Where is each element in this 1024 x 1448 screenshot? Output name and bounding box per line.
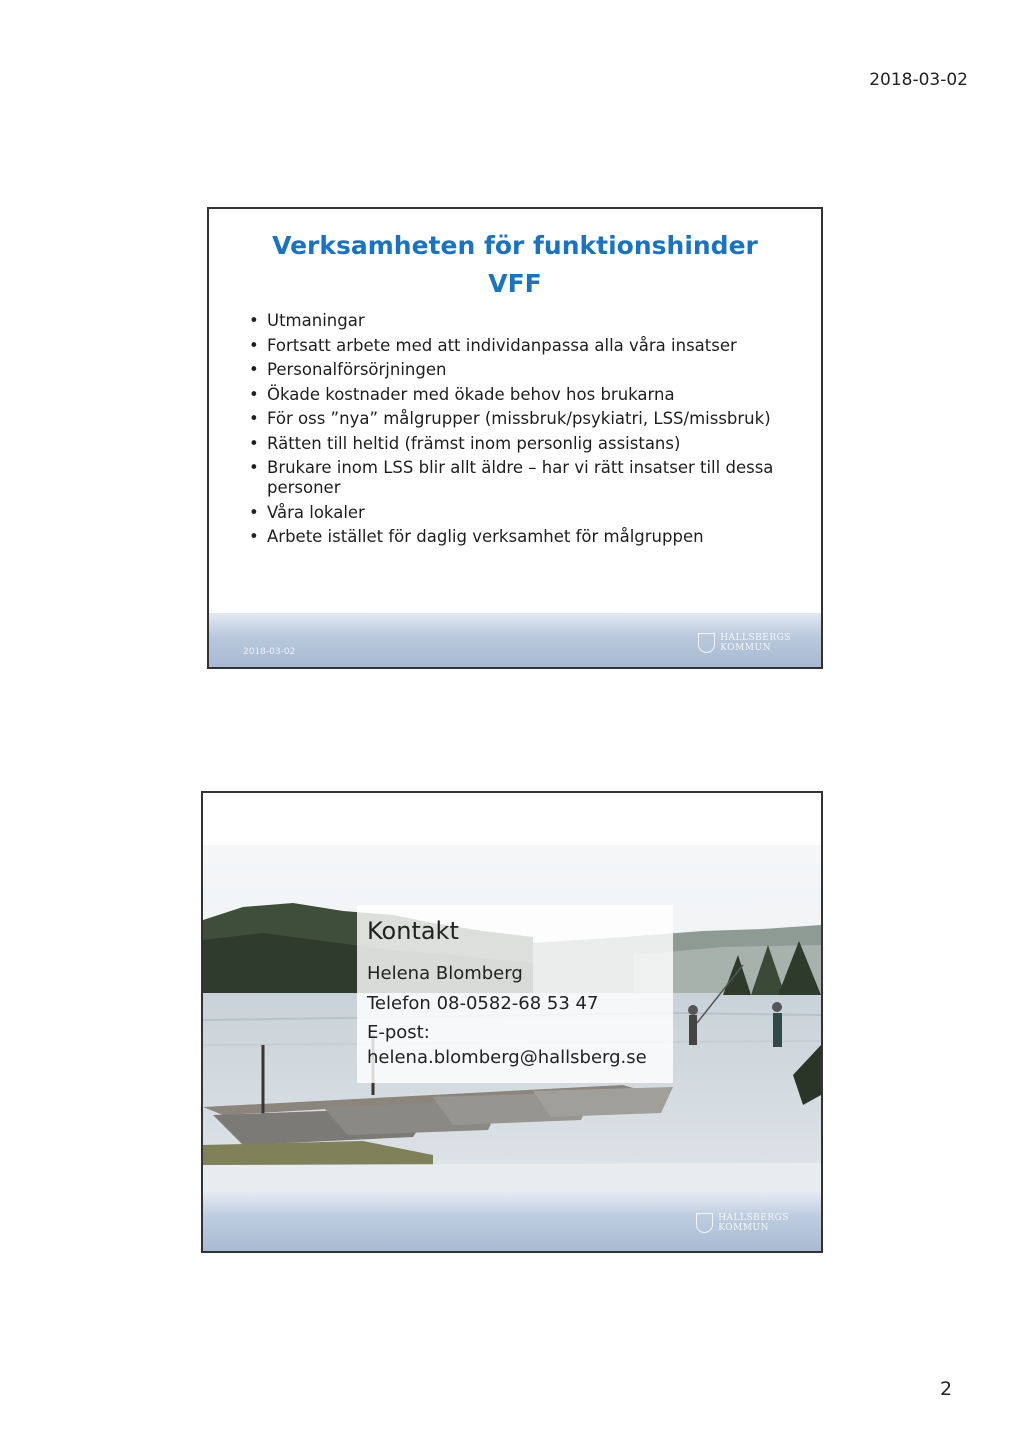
bullet-icon: • — [249, 527, 259, 546]
logo-line2: KOMMUN — [720, 643, 771, 653]
bullet-item: • Arbete istället för daglig verksamhet för målgruppen — [249, 527, 704, 546]
bullet-icon: • — [249, 360, 259, 379]
bullet-icon: • — [249, 433, 259, 453]
bullet-icon: • — [249, 458, 259, 477]
bullet-item: • Brukare inom LSS blir allt äldre – har vi rätt insatser till dessa personer — [249, 458, 774, 497]
municipality-logo — [698, 633, 791, 653]
contact-card — [357, 905, 673, 1083]
bullet-item: • Ökade kostnader med ökade behov hos brukarna — [249, 384, 675, 404]
page-date: 2018-03-02 — [869, 70, 968, 90]
contact-email: helena.blomberg@hallsberg.se — [367, 1047, 647, 1068]
bullet-item: • Rätten till heltid (främst inom personlig assistans) — [249, 433, 681, 453]
page-number: 2 — [940, 1378, 953, 1400]
contact-email-label: E-post: — [367, 1022, 430, 1043]
slide-footer — [203, 1191, 821, 1251]
logo-line1: HALLSBERGS — [718, 1213, 789, 1223]
bullet-item: • Våra lokaler — [249, 502, 365, 522]
slide-title-line2: VFF — [488, 269, 542, 298]
slide-contact — [201, 791, 823, 1253]
bullet-list — [209, 311, 821, 547]
contact-heading: Kontakt — [367, 917, 459, 945]
contact-name: Helena Blomberg — [367, 963, 523, 984]
bullet-icon: • — [249, 311, 259, 330]
slide-title-line1: Verksamheten för funktionshinder — [272, 231, 758, 260]
slide-footer — [209, 613, 821, 667]
bullet-icon: • — [249, 409, 259, 428]
slide-title — [209, 227, 821, 303]
bullet-item: • För oss ”nya” målgrupper (missbruk/psykiatri, LSS/missbruk) — [249, 409, 771, 428]
contact-phone: Telefon 08-0582-68 53 47 — [367, 993, 599, 1014]
logo-line1: HALLSBERGS — [720, 633, 791, 643]
logo-line2: KOMMUN — [718, 1223, 769, 1233]
coat-of-arms-icon — [696, 1213, 713, 1233]
bullet-item: • Personalförsörjningen — [249, 360, 447, 379]
bullet-item: • Fortsatt arbete med att individanpassa alla våra insatser — [249, 335, 737, 355]
municipality-logo — [696, 1213, 789, 1233]
slide-vff — [207, 207, 823, 669]
bullet-item: • Utmaningar — [249, 311, 365, 330]
bullet-icon: • — [249, 502, 259, 522]
bullet-icon: • — [249, 384, 259, 404]
coat-of-arms-icon — [698, 633, 715, 653]
bullet-icon: • — [249, 335, 259, 355]
footer-date: 2018-03-02 — [243, 647, 296, 657]
